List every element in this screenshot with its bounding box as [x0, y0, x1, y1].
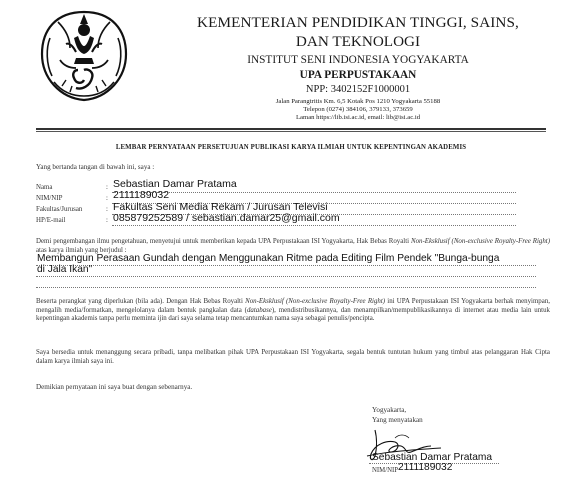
title-dotline: [36, 276, 536, 277]
header-divider-thin: [36, 131, 546, 132]
ministry-name-line2: DAN TEKNOLOGI: [295, 33, 421, 50]
field-label-hp-email: HP/E-mail: [36, 217, 66, 224]
signatory-name: Sebastian Damar Pratama: [372, 452, 493, 463]
signature-declarant: Yang menyatakan: [372, 416, 423, 424]
title-dotline: [36, 265, 536, 266]
form-title: LEMBAR PERNYATAAN PERSETUJUAN PUBLIKASI KARYA ILMIAH UNTUK KEPENTINGAN AKADEMIS: [115, 144, 467, 151]
field-dotline: [112, 192, 516, 193]
field-colon: :: [106, 184, 108, 191]
liability-paragraph: Saya bersedia untuk menanggung secara pribadi, tanpa melibatkan pihak UPA Perpustakaan ISI Yogyakarta, segala bentuk tuntutan hukum yang timbul atas pelanggaran Hak Cipta dalam karya ilmiah saya ini.: [36, 349, 550, 365]
field-colon: :: [106, 195, 108, 202]
closing-statement: Demikian pernyataan ini saya buat dengan sebenarnya.: [36, 383, 193, 391]
rights-paragraph: Beserta perangkat yang diperlukan (bila ada). Dengan Hak Bebas Royalti Non-Eksklusif (Non-exclusive Royalty-Free Right) ini UPA Perpustakaan ISI Yogyakarta berhak menyimpan, mengalih media/formatkan, mengelolanya dalam bentuk pangkalan data (database), mendistribusikannya, dan menampilkan/mempublikasikannya di internet atau media lain untuk kepentingan akademis tanpa perlu meminta ijin dari saya selama tetap mencantumkan nama saya sebagai penulis/pencipta.: [36, 298, 550, 323]
field-colon: :: [106, 206, 108, 213]
institute-name: INSTITUT SENI INDONESIA YOGYAKARTA: [247, 54, 469, 66]
work-title-line1: Membangun Perasaan Gundah dengan Menggunakan Ritme pada Editing Film Pendek "Bunga-bunga: [37, 253, 500, 264]
isi-logo-icon: [36, 8, 132, 104]
address-line: Jalan Parangtritis Km. 6,5 Kotak Pos 1210 Yogyakarta 55188: [275, 98, 441, 105]
website-line: Laman https://lib.isi.ac.id, email: lib@isi.ac.id: [295, 114, 421, 121]
intro-text: Yang bertanda tangan di bawah ini, saya :: [36, 163, 155, 171]
field-value-hp-email: 085879252589 / sebastian.damar25@gmail.com: [113, 212, 340, 224]
ministry-name-line1: KEMENTERIAN PENDIDIKAN TINGGI, SAINS,: [197, 14, 519, 31]
title-dotline: [36, 287, 536, 288]
consent-paragraph: Demi pengembangan ilmu pengetahuan, menyetujui untuk memberikan kepada UPA Perpustakaan ISI Yogyakarta, Hak Bebas Royalti Non-Eksklusif (Non-exclusive Royalty-Free Right) atas karya ilmiah yang berjudul :: [36, 238, 550, 254]
signature-place: Yogyakarta,: [372, 406, 407, 414]
field-label-fakultas: Fakultas/Jurusan: [36, 206, 83, 213]
field-label-nim: NIM/NIP: [36, 195, 63, 202]
field-value-nama: Sebastian Damar Pratama: [113, 178, 237, 190]
npp-number: NPP: 3402152F1000001: [305, 84, 411, 95]
unit-name: UPA PERPUSTAKAAN: [299, 69, 417, 81]
field-label-nama: Nama: [36, 184, 53, 191]
signatory-nim: 2111189032: [398, 462, 453, 473]
field-value-fakultas: Fakultas Seni Media Rekam / Jurusan Televisi: [113, 201, 328, 213]
header-divider: [36, 128, 546, 130]
phone-line: Telepon (0274) 384106, 379133, 373659: [303, 106, 413, 113]
field-colon: :: [106, 217, 108, 224]
signatory-nim-label: NIM/NIP: [372, 467, 399, 474]
field-dotline: [112, 225, 516, 226]
work-title-line2: di Jala Ikan": [37, 264, 93, 275]
field-value-nim: 2111189032: [113, 189, 170, 201]
